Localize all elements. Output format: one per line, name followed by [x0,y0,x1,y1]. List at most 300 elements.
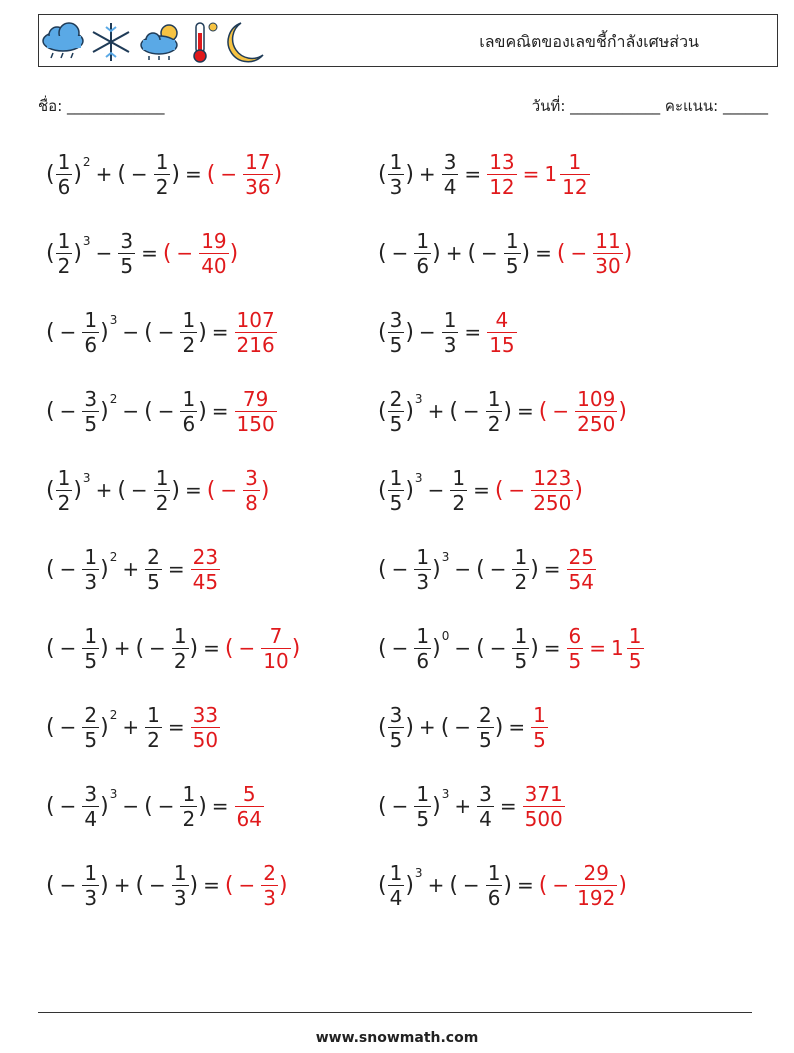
numerator: 1 [57,465,71,490]
parenthesis: ) [618,398,627,424]
fraction [627,624,644,673]
parenthesis: ) [574,477,583,503]
numerator: 1 [628,623,642,648]
denominator: 4 [479,806,492,831]
open-paren: ( [378,635,387,661]
fraction [414,624,431,673]
close-paren: ) [503,398,513,424]
fraction [531,466,573,515]
fraction [261,861,278,910]
operator: − [157,320,175,344]
operator: − [149,873,166,897]
problem-item [46,144,282,204]
problem-item [46,223,238,283]
problem-item [378,223,632,283]
open-paren: ( [378,872,387,898]
operator: − [391,557,409,581]
numerator: 107 [236,307,275,332]
open-paren: ( [46,240,55,266]
denominator: 6 [84,332,98,357]
denominator: 50 [192,727,219,752]
fraction [172,861,189,910]
parenthesis: ( [538,872,548,898]
close-paren: ) [405,477,414,503]
operator: + [113,873,131,897]
denominator: 5 [84,648,98,673]
operator: + [445,241,463,265]
numerator: 1 [182,386,196,411]
operator: = [167,715,185,739]
denominator: 6 [416,253,430,278]
parenthesis: ) [623,240,633,266]
parenthesis: ) [229,240,239,266]
operator: = [167,557,185,581]
denominator: 2 [182,806,196,831]
denominator: 5 [628,648,642,673]
numerator: 123 [533,465,572,490]
snowflake-icon [93,23,129,61]
open-paren: ( [46,556,55,582]
denominator: 2 [57,253,71,278]
fraction [56,466,73,515]
numerator: 1 [57,228,71,253]
problem-item [46,855,288,915]
problem-item [378,618,645,678]
numerator: 1 [389,860,403,885]
answer [234,308,278,357]
exponent: 3 [414,866,423,880]
fraction [388,703,405,752]
operator: = [543,557,561,581]
denominator: 3 [389,174,403,199]
open-paren: ( [467,240,477,266]
denominator: 5 [389,490,403,515]
operator: = [211,794,229,818]
problem-item [46,381,278,441]
fraction [450,466,467,515]
numerator: 1 [84,623,98,648]
operator: + [95,162,113,186]
fraction [487,308,516,357]
fraction [243,466,260,515]
close-paren: ) [432,240,441,266]
name-field: ชื่อ: _____________ [38,97,165,115]
denominator: 2 [57,490,71,515]
denominator: 2 [514,569,528,594]
operator: + [418,715,436,739]
fraction [442,150,459,199]
fraction [567,545,596,594]
operator: − [454,636,472,660]
answer [495,466,583,515]
operator: − [122,794,140,818]
operator: = [522,162,540,186]
numerator: 11 [595,228,621,253]
numerator: 1 [443,307,457,332]
close-paren: ) [73,477,82,503]
operator: − [59,399,77,423]
fraction [235,782,264,831]
close-paren: ) [432,635,441,661]
parenthesis: ) [279,872,288,898]
numerator: 1 [514,544,528,569]
numerator: 371 [524,781,563,806]
operator: − [59,873,77,897]
fraction [180,308,197,357]
parenthesis: ( [556,240,566,266]
operator: = [517,399,534,423]
close-paren: ) [73,240,82,266]
operator: − [427,478,445,502]
fraction [82,545,99,594]
operator: + [113,636,131,660]
parenthesis: ( [538,398,548,424]
parenthesis: ( [224,872,234,898]
fraction [523,782,565,831]
close-paren: ) [73,161,82,187]
numerator: 1 [416,623,430,648]
denominator: 5 [479,727,492,752]
exponent: 3 [414,392,423,406]
close-paren: ) [198,793,207,819]
problem-item [46,776,265,836]
denominator: 3 [84,569,98,594]
parenthesis: ( [162,240,172,266]
whole-number: 1 [544,162,558,186]
fraction [235,387,277,436]
close-paren: ) [503,872,513,898]
denominator: 6 [57,174,71,199]
numerator: 1 [182,781,196,806]
numerator: 1 [389,149,403,174]
numerator: 2 [389,386,403,411]
open-paren: ( [46,872,55,898]
answer [234,387,278,436]
problem-item [46,697,221,757]
answer [207,466,270,515]
operator: − [418,320,436,344]
close-paren: ) [530,556,539,582]
operator: − [462,873,480,897]
operator: − [157,399,175,423]
open-paren: ( [46,319,55,345]
denominator: 12 [562,174,588,199]
numerator: 1 [568,149,582,174]
close-paren: ) [171,477,181,503]
numerator: 1 [155,149,169,174]
numerator: 109 [577,386,616,411]
numerator: 1 [416,544,430,569]
denominator: 5 [389,727,403,752]
operator: − [122,320,140,344]
open-paren: ( [144,319,153,345]
close-paren: ) [100,714,109,740]
close-paren: ) [198,398,207,424]
problem-item [378,776,566,836]
answer [530,703,549,752]
numerator: 1 [487,860,501,885]
operator: − [238,873,256,897]
close-paren: ) [100,319,109,345]
denominator: 3 [443,332,457,357]
numerator: 2 [147,544,160,569]
denominator: 250 [533,490,572,515]
close-paren: ) [100,872,109,898]
exponent: 3 [82,471,91,485]
operator: = [185,162,202,186]
numerator: 3 [245,465,258,490]
denominator: 5 [416,806,430,831]
operator: = [464,320,482,344]
operator: − [508,478,526,502]
close-paren: ) [405,161,414,187]
operator: + [427,873,445,897]
operator: − [157,794,175,818]
open-paren: ( [117,477,126,503]
parenthesis: ( [206,477,216,503]
operator: = [589,636,607,660]
operator: − [59,557,77,581]
operator: = [203,636,220,660]
open-paren: ( [378,398,387,424]
parenthesis: ( [224,635,234,661]
fraction [414,545,431,594]
fraction [567,624,584,673]
exponent: 3 [441,787,450,801]
fraction [388,466,405,515]
operator: − [454,557,472,581]
problem-item [378,460,583,520]
denominator: 5 [84,727,98,752]
parenthesis: ) [291,635,301,661]
denominator: 6 [182,411,196,436]
denominator: 54 [568,569,594,594]
close-paren: ) [189,635,199,661]
numerator: 1 [389,465,403,490]
numerator: 1 [173,860,187,885]
operator: − [570,241,588,265]
operator: + [122,715,140,739]
numerator: 1 [416,781,430,806]
fraction [191,545,220,594]
numerator: 1 [57,149,71,174]
numerator: 1 [173,623,187,648]
operator: = [141,241,158,265]
exponent: 3 [109,787,118,801]
close-paren: ) [171,161,181,187]
date-score-field: วันที่: ____________ คะแนน: ______ [531,97,768,115]
denominator: 3 [173,885,187,910]
operator: − [122,399,140,423]
operator: − [220,478,238,502]
operator: + [454,794,472,818]
denominator: 2 [147,727,160,752]
fraction [560,150,589,199]
operator: − [489,557,507,581]
close-paren: ) [405,872,414,898]
numerator: 4 [495,307,509,332]
numerator: 1 [514,623,528,648]
open-paren: ( [476,635,485,661]
operator: − [391,636,409,660]
numerator: 1 [487,386,501,411]
fraction [180,387,197,436]
exponent: 2 [109,550,118,564]
operator: = [473,478,490,502]
answer [225,861,288,910]
numerator: 17 [245,149,271,174]
close-paren: ) [432,793,441,819]
open-paren: ( [449,872,458,898]
fraction [487,150,516,199]
numerator: 7 [269,623,283,648]
denominator: 8 [245,490,258,515]
exponent: 3 [414,471,423,485]
parenthesis: ( [206,161,216,187]
open-paren: ( [117,161,126,187]
fraction [531,703,548,752]
weather-icons [41,19,271,65]
fraction [442,308,459,357]
operator: = [211,320,229,344]
close-paren: ) [405,714,414,740]
operator: − [59,794,77,818]
denominator: 10 [263,648,289,673]
exponent: 2 [82,155,91,169]
denominator: 3 [84,885,98,910]
operator: − [59,320,77,344]
fraction [82,624,99,673]
operator: − [481,241,498,265]
operator: − [552,873,570,897]
close-paren: ) [530,635,539,661]
parenthesis: ) [273,161,283,187]
numerator: 23 [192,544,219,569]
operator: − [238,636,256,660]
denominator: 5 [505,253,519,278]
answer [539,387,627,436]
fraction [82,308,99,357]
operator: = [211,399,229,423]
exponent: 3 [441,550,450,564]
denominator: 5 [84,411,98,436]
denominator: 45 [192,569,219,594]
close-paren: ) [405,319,414,345]
answer [190,703,221,752]
denominator: 6 [487,885,501,910]
operator: = [508,715,526,739]
problem-item [46,460,269,520]
answer [566,545,597,594]
numerator: 1 [533,702,546,727]
problem-item [46,539,221,599]
close-paren: ) [100,635,109,661]
numerator: 1 [155,465,169,490]
numerator: 2 [263,860,276,885]
numerator: 3 [84,386,98,411]
open-paren: ( [378,556,387,582]
open-paren: ( [378,240,387,266]
operator: = [185,478,202,502]
problem-item [378,302,518,362]
denominator: 2 [173,648,187,673]
numerator: 1 [84,860,98,885]
rain-cloud-icon [43,23,83,58]
worksheet-header [38,14,778,67]
thermometer-icon [194,23,217,62]
parenthesis: ) [260,477,270,503]
operator: − [59,636,77,660]
fraction [388,861,405,910]
denominator: 40 [201,253,227,278]
denominator: 3 [263,885,276,910]
denominator: 64 [236,806,262,831]
operator: = [464,162,482,186]
fraction [388,308,405,357]
parenthesis: ( [494,477,504,503]
numerator: 1 [505,228,519,253]
denominator: 5 [568,648,582,673]
operator: = [499,794,517,818]
denominator: 36 [245,174,271,199]
fraction [56,150,73,199]
problem-item [46,618,300,678]
open-paren: ( [46,635,55,661]
answer [234,782,265,831]
fraction [191,703,220,752]
denominator: 2 [487,411,501,436]
close-paren: ) [100,398,109,424]
fraction [414,229,431,278]
denominator: 4 [84,806,98,831]
answer [539,861,627,910]
open-paren: ( [46,714,55,740]
denominator: 6 [416,648,430,673]
fraction [180,782,197,831]
exponent: 2 [109,392,118,406]
operator: − [59,715,77,739]
answer [557,229,632,278]
answer [225,624,300,673]
fraction [512,545,529,594]
fraction [154,150,171,199]
numerator: 6 [568,623,582,648]
fraction [199,229,228,278]
open-paren: ( [378,714,387,740]
fraction [145,545,162,594]
operator: − [130,478,148,502]
problem-item [46,302,278,362]
open-paren: ( [378,161,387,187]
denominator: 250 [577,411,616,436]
fraction [486,861,503,910]
operator: − [462,399,480,423]
operator: − [176,241,194,265]
footer-url: www.snowmath.com [315,1030,479,1046]
operator: + [427,399,445,423]
denominator: 12 [489,174,515,199]
numerator: 1 [182,307,196,332]
open-paren: ( [378,477,387,503]
fraction [477,782,494,831]
numerator: 29 [583,860,609,885]
close-paren: ) [100,556,109,582]
fraction [82,861,99,910]
fraction [575,387,617,436]
denominator: 15 [489,332,515,357]
denominator: 3 [416,569,430,594]
numerator: 3 [443,149,457,174]
